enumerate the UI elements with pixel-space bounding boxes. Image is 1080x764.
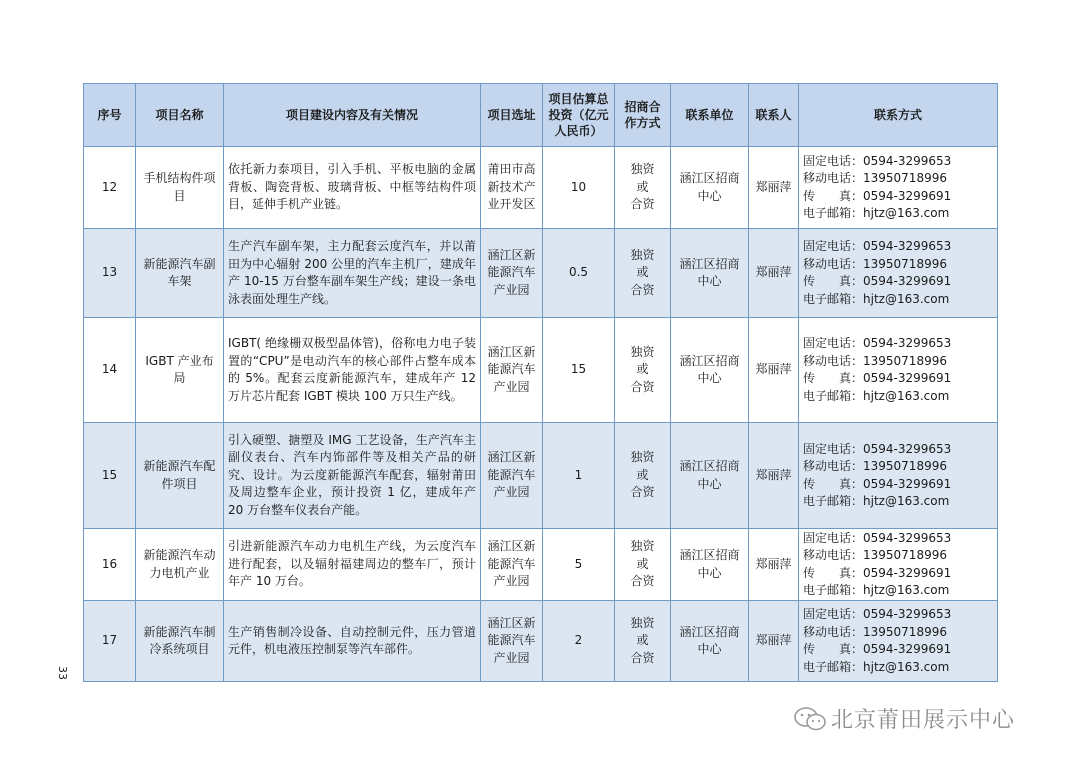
row-content: 引进新能源汽车动力电机生产线，为云度汽车进行配套，以及辐射福建周边的整车厂，预计年产 10 万台。 bbox=[224, 529, 481, 601]
row-name: 新能源汽车制冷系统项目 bbox=[136, 601, 224, 682]
watermark bbox=[793, 703, 1015, 734]
row-name: 手机结构件项目 bbox=[136, 147, 224, 229]
watermark-text: 北京莆田展示中心 bbox=[831, 708, 1016, 733]
row-no: 13 bbox=[84, 229, 136, 318]
row-person: 郑丽萍 bbox=[749, 529, 799, 601]
table-row bbox=[84, 229, 998, 318]
row-site: 涵江区新能源汽车产业园 bbox=[481, 423, 543, 529]
header-content: 项目建设内容及有关情况 bbox=[224, 84, 481, 147]
row-site: 涵江区新能源汽车产业园 bbox=[481, 318, 543, 423]
row-unit: 涵江区招商中心 bbox=[671, 529, 749, 601]
row-no: 17 bbox=[84, 601, 136, 682]
row-mode bbox=[615, 529, 671, 601]
row-invest: 15 bbox=[543, 318, 615, 423]
header-site: 项目选址 bbox=[481, 84, 543, 147]
contact-phone: 固定电话：0594-3299653 bbox=[803, 239, 952, 253]
table-header-row bbox=[84, 84, 998, 147]
row-contact bbox=[799, 529, 998, 601]
mode-line: 独资 bbox=[630, 615, 655, 630]
contact-mobile: 移动电话：13950718996 bbox=[803, 459, 947, 473]
row-person: 郑丽萍 bbox=[749, 147, 799, 229]
contact-phone: 固定电话：0594-3299653 bbox=[803, 441, 952, 456]
row-invest: 2 bbox=[543, 601, 615, 682]
row-contact bbox=[799, 318, 998, 423]
header-person: 联系人 bbox=[749, 84, 799, 147]
contact-email: 电子邮箱：hjtz@163.com bbox=[803, 206, 950, 220]
row-invest: 10 bbox=[543, 147, 615, 229]
header-no: 序号 bbox=[84, 84, 136, 147]
row-content: 引入硬塑、搪塑及 IMG 工艺设备，生产汽车主副仪表台、汽车内饰部件等及相关产品的研究、设计。为云度新能源汽车配套，辐射莆田及周边整车企业，预计投资 1 亿，建成年产 20 万台整车仪表台产能。 bbox=[224, 423, 481, 529]
mode-line: 或 bbox=[636, 265, 649, 280]
mode-line: 合资 bbox=[630, 650, 655, 665]
mode-line: 独资 bbox=[630, 162, 655, 177]
header-invest: 项目估算总投资（亿元人民币） bbox=[543, 84, 615, 147]
row-mode bbox=[615, 601, 671, 682]
contact-fax: 传 真：0594-3299691 bbox=[803, 642, 952, 656]
row-person: 郑丽萍 bbox=[749, 601, 799, 682]
table-row bbox=[84, 601, 998, 682]
contact-mobile: 移动电话：13950718996 bbox=[803, 353, 947, 368]
row-person: 郑丽萍 bbox=[749, 229, 799, 318]
row-contact bbox=[799, 147, 998, 229]
mode-line: 独资 bbox=[630, 450, 655, 465]
row-person: 郑丽萍 bbox=[749, 423, 799, 529]
contact-mobile: 移动电话：13950718996 bbox=[803, 548, 947, 562]
row-no: 14 bbox=[84, 318, 136, 423]
mode-line: 或 bbox=[636, 633, 649, 648]
row-invest: 0.5 bbox=[543, 229, 615, 318]
row-no: 15 bbox=[84, 423, 136, 529]
row-mode bbox=[615, 423, 671, 529]
row-content: 依托新力泰项目，引入手机、平板电脑的金属背板、陶瓷背板、玻璃背板、中框等结构件项目，延伸手机产业链。 bbox=[224, 147, 481, 229]
row-name: 新能源汽车副车架 bbox=[136, 229, 224, 318]
contact-mobile: 移动电话：13950718996 bbox=[803, 256, 947, 271]
mode-line: 合资 bbox=[630, 379, 655, 394]
mode-line: 独资 bbox=[630, 539, 655, 554]
contact-email: 电子邮箱：hjtz@163.com bbox=[803, 291, 950, 306]
mode-line: 合资 bbox=[630, 485, 655, 500]
table-row bbox=[84, 423, 998, 529]
row-no: 16 bbox=[84, 529, 136, 601]
row-mode bbox=[615, 318, 671, 423]
row-name: 新能源汽车配件项目 bbox=[136, 423, 224, 529]
row-unit: 涵江区招商中心 bbox=[671, 423, 749, 529]
row-site: 涵江区新能源汽车产业园 bbox=[481, 229, 543, 318]
row-mode bbox=[615, 147, 671, 229]
row-unit: 涵江区招商中心 bbox=[671, 601, 749, 682]
mode-line: 独资 bbox=[630, 344, 655, 359]
contact-email: 电子邮箱：hjtz@163.com bbox=[803, 659, 950, 674]
table-row bbox=[84, 318, 998, 423]
row-contact bbox=[799, 601, 998, 682]
row-site: 涵江区新能源汽车产业园 bbox=[481, 529, 543, 601]
mode-line: 合资 bbox=[630, 574, 655, 589]
row-invest: 5 bbox=[543, 529, 615, 601]
row-mode bbox=[615, 229, 671, 318]
header-name: 项目名称 bbox=[136, 84, 224, 147]
contact-mobile: 移动电话：13950718996 bbox=[803, 624, 947, 639]
row-unit: 涵江区招商中心 bbox=[671, 229, 749, 318]
table-row bbox=[84, 529, 998, 601]
row-invest: 1 bbox=[543, 423, 615, 529]
contact-email: 电子邮箱：hjtz@163.com bbox=[803, 494, 950, 508]
mode-line: 或 bbox=[636, 467, 649, 482]
row-unit: 涵江区招商中心 bbox=[671, 318, 749, 423]
contact-fax: 传 真：0594-3299691 bbox=[803, 565, 952, 580]
contact-email: 电子邮箱：hjtz@163.com bbox=[803, 388, 950, 403]
row-contact bbox=[799, 229, 998, 318]
contact-fax: 传 真：0594-3299691 bbox=[803, 371, 952, 385]
contact-phone: 固定电话：0594-3299653 bbox=[803, 336, 952, 350]
mode-line: 或 bbox=[636, 362, 649, 377]
contact-fax: 传 真：0594-3299691 bbox=[803, 188, 952, 203]
contact-phone: 固定电话：0594-3299653 bbox=[803, 153, 952, 168]
page-number: 33 bbox=[56, 666, 69, 680]
header-mode: 招商合作方式 bbox=[615, 84, 671, 147]
contact-email: 电子邮箱：hjtz@163.com bbox=[803, 583, 950, 597]
row-content: 生产销售制冷设备、自动控制元件，压力管道元件，机电液压控制泵等汽车部件。 bbox=[224, 601, 481, 682]
wechat-icon bbox=[793, 706, 827, 732]
mode-line: 合资 bbox=[630, 197, 655, 212]
contact-fax: 传 真：0594-3299691 bbox=[803, 476, 952, 491]
row-name: IGBT 产业布局 bbox=[136, 318, 224, 423]
mode-line: 或 bbox=[636, 179, 649, 194]
row-site: 涵江区新能源汽车产业园 bbox=[481, 601, 543, 682]
table-row bbox=[84, 147, 998, 229]
row-content: IGBT( 绝缘栅双极型晶体管)，俗称电力电子装置的“CPU”是电动汽车的核心部件占整车成本的 5%。配套云度新能源汽车，建成年产 12 万片芯片配套 IGBT 模块 100 万只生产线。 bbox=[224, 318, 481, 423]
contact-fax: 传 真：0594-3299691 bbox=[803, 274, 952, 288]
mode-line: 或 bbox=[636, 556, 649, 571]
mode-line: 独资 bbox=[630, 247, 655, 262]
project-table bbox=[83, 83, 998, 682]
header-contact: 联系方式 bbox=[799, 84, 998, 147]
row-content: 生产汽车副车架，主力配套云度汽车，并以莆田为中心辐射 200 公里的汽车主机厂，建成年产 10-15 万台整车副车架生产线；建设一条电泳表面处理生产线。 bbox=[224, 229, 481, 318]
contact-phone: 固定电话：0594-3299653 bbox=[803, 607, 952, 621]
contact-phone: 固定电话：0594-3299653 bbox=[803, 530, 952, 545]
row-no: 12 bbox=[84, 147, 136, 229]
row-person: 郑丽萍 bbox=[749, 318, 799, 423]
row-unit: 涵江区招商中心 bbox=[671, 147, 749, 229]
mode-line: 合资 bbox=[630, 282, 655, 297]
header-unit: 联系单位 bbox=[671, 84, 749, 147]
contact-mobile: 移动电话：13950718996 bbox=[803, 171, 947, 185]
row-contact bbox=[799, 423, 998, 529]
row-site: 莆田市高新技术产业开发区 bbox=[481, 147, 543, 229]
row-name: 新能源汽车动力电机产业 bbox=[136, 529, 224, 601]
